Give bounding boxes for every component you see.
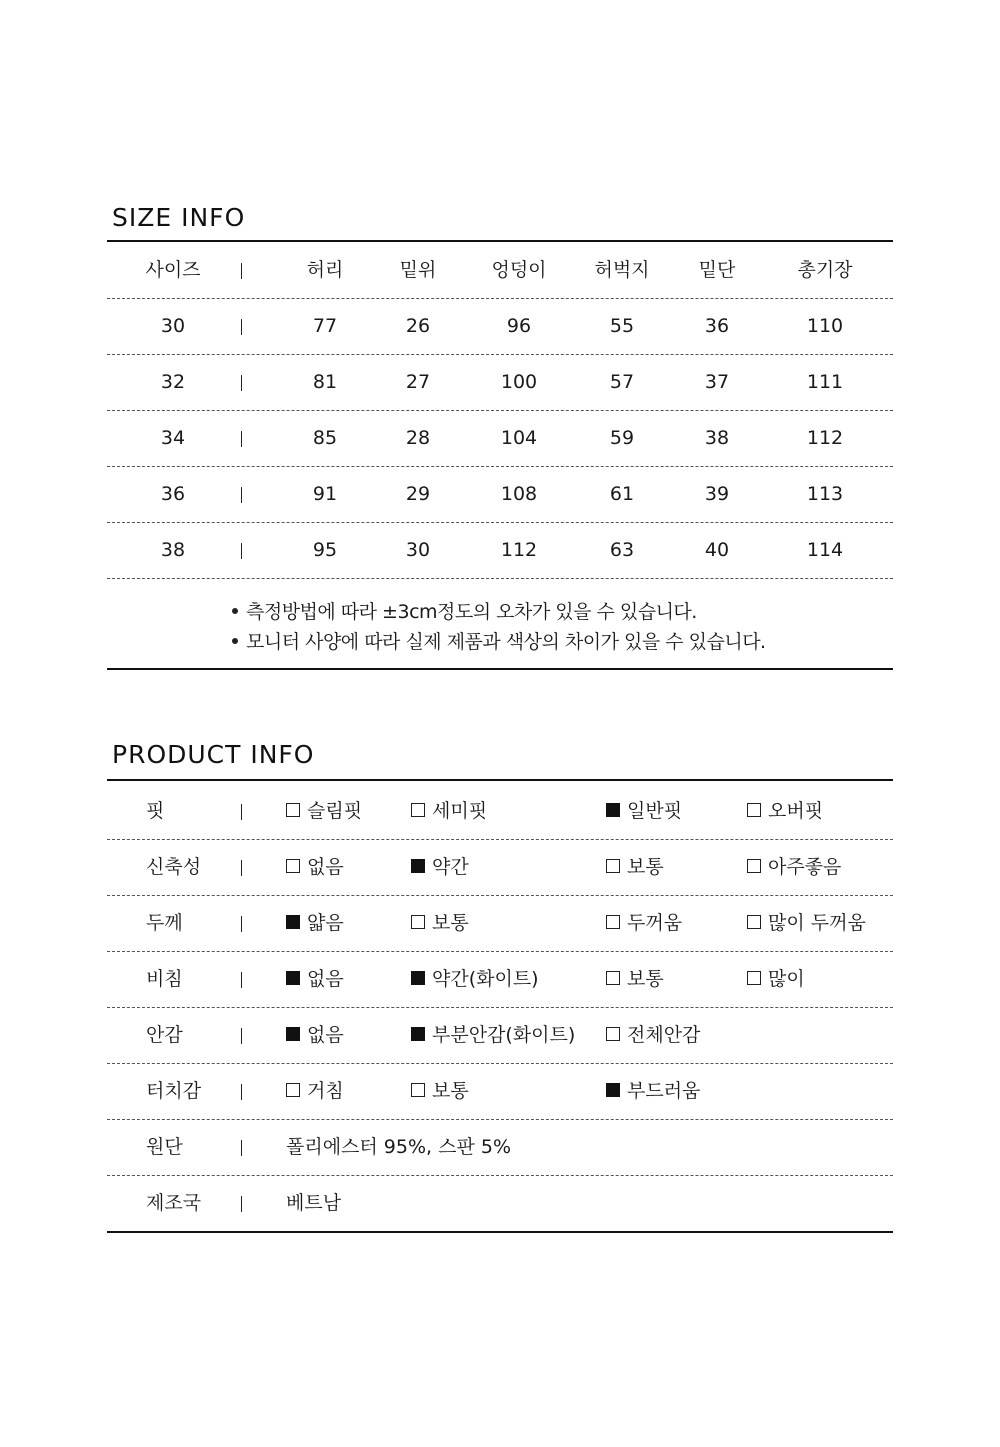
- product-option: [286, 951, 344, 1007]
- size-row: [107, 354, 893, 410]
- size-cell: 112: [500, 539, 538, 561]
- size-cell: 36: [160, 483, 186, 505]
- unchecked-box-icon: [606, 859, 620, 873]
- column-separator: [241, 916, 242, 932]
- product-option: [606, 783, 682, 839]
- size-header-cell: 허벅지: [594, 259, 650, 281]
- product-option: [411, 1007, 575, 1063]
- product-row-label: 신축성: [146, 856, 202, 878]
- size-cell: 28: [405, 427, 431, 449]
- column-separator: [241, 972, 242, 988]
- size-header-cell: 허리: [306, 259, 344, 281]
- size-header-cell: 사이즈: [145, 259, 201, 281]
- size-cell: 38: [160, 539, 186, 561]
- unchecked-box-icon: [286, 1083, 300, 1097]
- size-cell: 30: [160, 315, 186, 337]
- checked-box-icon: [286, 971, 300, 985]
- size-header-cell: 밑단: [698, 259, 736, 281]
- size-cell: 26: [405, 315, 431, 337]
- product-option: [606, 839, 664, 895]
- size-cell: 27: [405, 371, 431, 393]
- unchecked-box-icon: [411, 1083, 425, 1097]
- column-separator: [241, 1084, 242, 1100]
- size-cell: 38: [704, 427, 730, 449]
- size-note-text: 측정방법에 따라 ±3cm정도의 오차가 있을 수 있습니다.: [246, 601, 697, 623]
- size-header-row: [107, 242, 893, 298]
- product-option: [411, 839, 469, 895]
- product-option-label: 없음: [307, 856, 344, 878]
- unchecked-box-icon: [747, 915, 761, 929]
- column-separator: [241, 487, 242, 503]
- column-separator: [241, 1028, 242, 1044]
- size-cell: 77: [312, 315, 338, 337]
- size-note-2: [232, 627, 766, 654]
- size-cell: 34: [160, 427, 186, 449]
- size-cell: 59: [609, 427, 635, 449]
- product-option-label: 부드러움: [627, 1080, 701, 1102]
- size-header-cell: 밑위: [399, 259, 437, 281]
- product-option: [411, 951, 539, 1007]
- product-option: [747, 839, 841, 895]
- size-cell: 36: [704, 315, 730, 337]
- size-cell: 29: [405, 483, 431, 505]
- unchecked-box-icon: [286, 859, 300, 873]
- size-cell: 114: [806, 539, 844, 561]
- product-option: [286, 1007, 344, 1063]
- product-option-label: 없음: [307, 1024, 344, 1046]
- size-cell: 113: [806, 483, 844, 505]
- unchecked-box-icon: [747, 971, 761, 985]
- product-info-top-rule: [107, 779, 893, 781]
- size-info-section: [107, 200, 893, 675]
- product-option-label: 아주좋음: [768, 856, 842, 878]
- checked-box-icon: [411, 971, 425, 985]
- product-row-label: 두께: [146, 912, 183, 934]
- product-option: [286, 1063, 344, 1119]
- product-option: [606, 1063, 700, 1119]
- product-option: [606, 951, 664, 1007]
- product-option-label: 얇음: [307, 912, 344, 934]
- size-cell: 108: [500, 483, 538, 505]
- product-option-label: 전체안감: [627, 1024, 701, 1046]
- column-separator: [241, 319, 242, 335]
- size-cell: 104: [500, 427, 538, 449]
- product-option-label: 두꺼움: [627, 912, 683, 934]
- bullet-icon: [232, 638, 238, 644]
- size-cell: 81: [312, 371, 338, 393]
- size-info-title: SIZE INFO: [112, 203, 246, 232]
- product-option: [747, 783, 823, 839]
- product-option: [286, 839, 344, 895]
- product-option-label: 보통: [627, 856, 664, 878]
- size-note-1: [232, 597, 697, 624]
- product-option: [411, 783, 487, 839]
- product-option-label: 거침: [307, 1080, 344, 1102]
- size-row: [107, 298, 893, 354]
- size-row: [107, 466, 893, 522]
- size-info-bottom-rule: [107, 668, 893, 670]
- product-info-title: PRODUCT INFO: [112, 740, 315, 769]
- size-cell: 32: [160, 371, 186, 393]
- size-header-cell: 엉덩이: [491, 259, 547, 281]
- unchecked-box-icon: [747, 859, 761, 873]
- size-cell: 39: [704, 483, 730, 505]
- column-separator: [241, 263, 242, 279]
- product-option-label: 보통: [432, 1080, 469, 1102]
- size-cell: 110: [806, 315, 844, 337]
- checked-box-icon: [411, 859, 425, 873]
- product-row-label: 제조국: [146, 1192, 202, 1214]
- column-separator: [241, 375, 242, 391]
- row-divider: [107, 578, 893, 579]
- column-separator: [241, 1196, 242, 1212]
- size-cell: 57: [609, 371, 635, 393]
- product-row: [107, 839, 893, 895]
- size-cell: 95: [312, 539, 338, 561]
- size-cell: 91: [312, 483, 338, 505]
- unchecked-box-icon: [606, 1027, 620, 1041]
- product-option-label: 오버핏: [768, 800, 824, 822]
- product-option: [286, 895, 344, 951]
- column-separator: [241, 1140, 242, 1156]
- product-row: [107, 783, 893, 839]
- product-option-label: 보통: [432, 912, 469, 934]
- size-cell: 55: [609, 315, 635, 337]
- product-info-section: [107, 737, 893, 1237]
- size-cell: 37: [704, 371, 730, 393]
- product-option: [286, 783, 362, 839]
- product-option-label: 부분안감(화이트): [432, 1024, 576, 1046]
- product-option: [411, 1063, 469, 1119]
- unchecked-box-icon: [606, 971, 620, 985]
- size-cell: 85: [312, 427, 338, 449]
- size-cell: 40: [704, 539, 730, 561]
- column-separator: [241, 431, 242, 447]
- product-option: [606, 895, 682, 951]
- product-option-label: 슬림핏: [307, 800, 363, 822]
- product-info-bottom-rule: [107, 1231, 893, 1233]
- unchecked-box-icon: [411, 915, 425, 929]
- unchecked-box-icon: [606, 915, 620, 929]
- product-option-label: 세미핏: [432, 800, 488, 822]
- product-option: [747, 895, 866, 951]
- product-row-label: 비침: [146, 968, 183, 990]
- unchecked-box-icon: [286, 803, 300, 817]
- size-cell: 61: [609, 483, 635, 505]
- checked-box-icon: [411, 1027, 425, 1041]
- checked-box-icon: [606, 803, 620, 817]
- product-row: [107, 1119, 893, 1175]
- size-cell: 100: [500, 371, 538, 393]
- checked-box-icon: [606, 1083, 620, 1097]
- size-cell: 30: [405, 539, 431, 561]
- column-separator: [241, 543, 242, 559]
- product-row-value: 베트남: [286, 1192, 342, 1214]
- product-option-label: 일반핏: [627, 800, 683, 822]
- size-cell: 63: [609, 539, 635, 561]
- column-separator: [241, 860, 242, 876]
- checked-box-icon: [286, 915, 300, 929]
- product-option-label: 약간(화이트): [432, 968, 539, 990]
- bullet-icon: [232, 608, 238, 614]
- product-option: [747, 951, 805, 1007]
- product-option: [411, 895, 469, 951]
- product-row: [107, 1175, 893, 1231]
- unchecked-box-icon: [411, 803, 425, 817]
- product-row: [107, 1063, 893, 1119]
- product-option-label: 약간: [432, 856, 469, 878]
- checked-box-icon: [286, 1027, 300, 1041]
- size-cell: 112: [806, 427, 844, 449]
- product-row-label: 터치감: [146, 1080, 202, 1102]
- product-row: [107, 951, 893, 1007]
- size-note-text: 모니터 사양에 따라 실제 제품과 색상의 차이가 있을 수 있습니다.: [246, 631, 766, 653]
- product-option-label: 많이 두꺼움: [768, 912, 866, 934]
- size-header-cell: 총기장: [797, 259, 853, 281]
- product-option-label: 보통: [627, 968, 664, 990]
- product-row-label: 핏: [146, 800, 165, 822]
- size-cell: 96: [506, 315, 532, 337]
- product-row: [107, 1007, 893, 1063]
- product-row: [107, 895, 893, 951]
- size-row: [107, 522, 893, 578]
- unchecked-box-icon: [747, 803, 761, 817]
- product-row-label: 안감: [146, 1024, 183, 1046]
- product-option-label: 없음: [307, 968, 344, 990]
- column-separator: [241, 804, 242, 820]
- size-cell: 111: [806, 371, 844, 393]
- product-option-label: 많이: [768, 968, 805, 990]
- product-option: [606, 1007, 700, 1063]
- product-row-label: 원단: [146, 1136, 183, 1158]
- size-row: [107, 410, 893, 466]
- product-row-value: 폴리에스터 95%, 스판 5%: [286, 1136, 512, 1158]
